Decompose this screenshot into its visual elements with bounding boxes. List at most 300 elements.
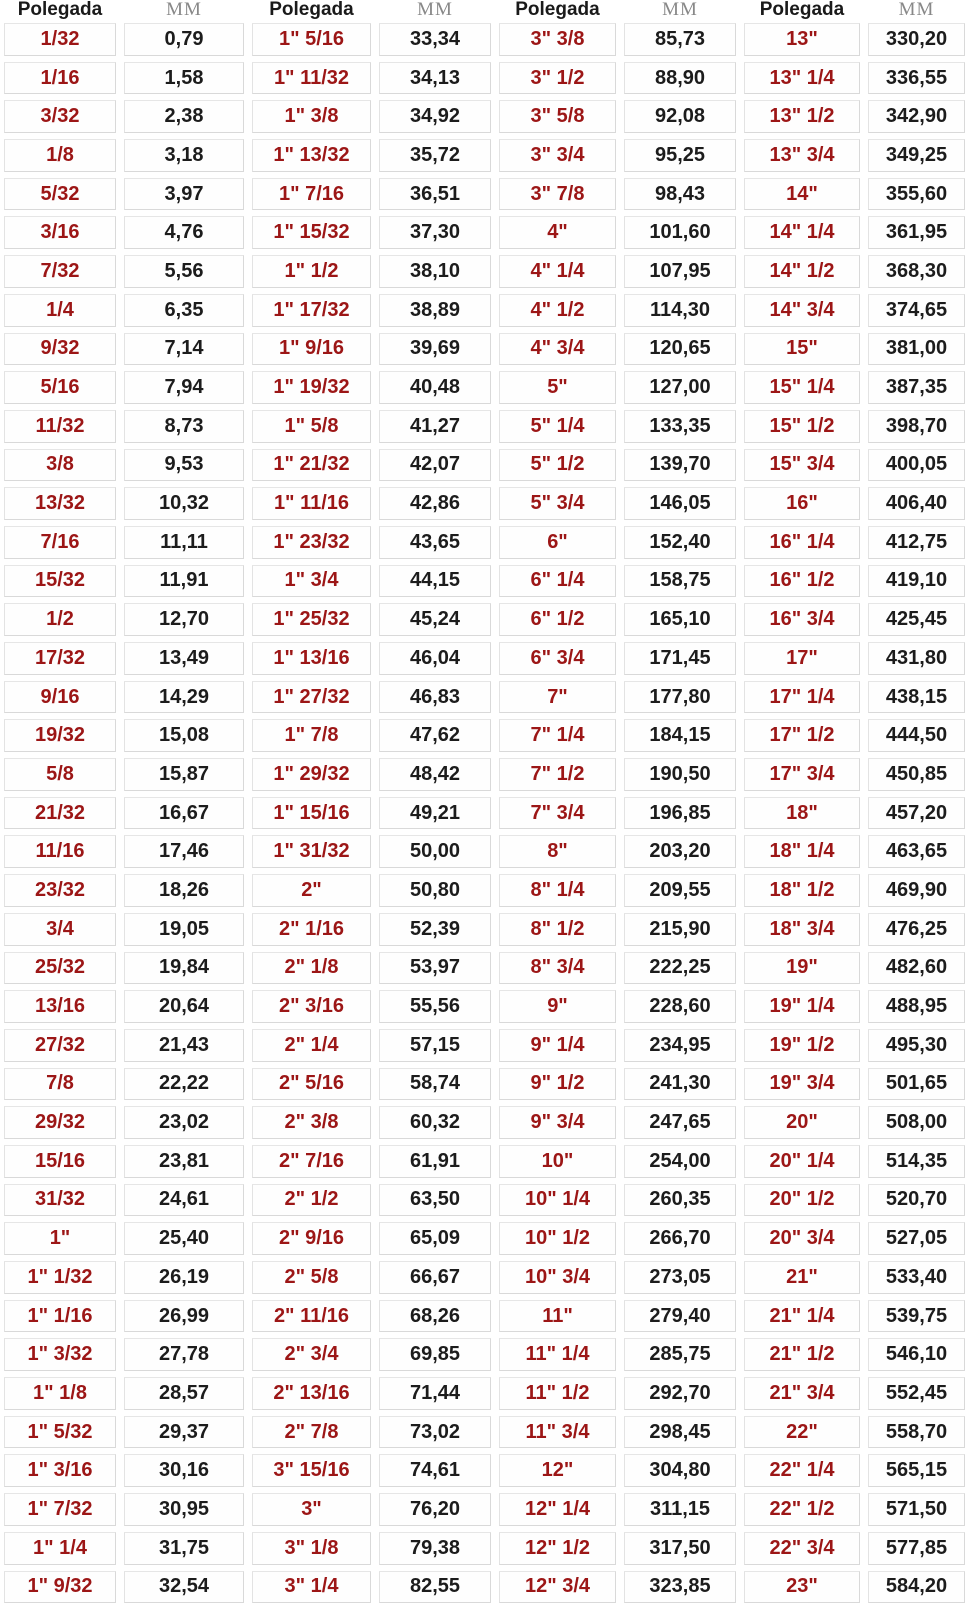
mm-value: 463,65 <box>868 835 965 868</box>
mm-value: 215,90 <box>624 913 736 946</box>
inch-cell <box>740 832 864 871</box>
mm-value: 177,80 <box>624 681 736 714</box>
inch-value: 14" <box>744 178 860 211</box>
inch-value: 18" 1/4 <box>744 835 860 868</box>
mm-value: 53,97 <box>379 952 491 985</box>
inch-value: 11/32 <box>4 410 116 443</box>
inch-cell <box>495 330 620 369</box>
mm-cell <box>120 20 248 59</box>
inch-cell <box>248 213 375 252</box>
mm-cell <box>375 1374 495 1413</box>
inch-value: 2" 1/16 <box>252 913 371 946</box>
mm-cell <box>375 1297 495 1336</box>
inch-value: 22" <box>744 1416 860 1449</box>
mm-value: 298,45 <box>624 1416 736 1449</box>
mm-cell <box>864 987 969 1026</box>
inch-value: 1" 11/16 <box>252 487 371 520</box>
mm-cell <box>375 794 495 833</box>
mm-value: 52,39 <box>379 913 491 946</box>
mm-value: 30,16 <box>124 1454 244 1487</box>
mm-cell <box>620 175 740 214</box>
mm-value: 50,80 <box>379 874 491 907</box>
inch-value: 1" 27/32 <box>252 681 371 714</box>
inch-value: 2" 7/16 <box>252 1145 371 1178</box>
mm-value: 400,05 <box>868 449 965 482</box>
mm-value: 66,67 <box>379 1261 491 1294</box>
inch-value: 1" 29/32 <box>252 758 371 791</box>
mm-cell <box>620 213 740 252</box>
mm-cell <box>864 20 969 59</box>
mm-value: 19,05 <box>124 913 244 946</box>
inch-value: 1/4 <box>4 294 116 327</box>
mm-value: 12,70 <box>124 603 244 636</box>
mm-value: 381,00 <box>868 333 965 366</box>
mm-cell <box>864 1219 969 1258</box>
mm-value: 47,62 <box>379 719 491 752</box>
inch-value: 5/32 <box>4 178 116 211</box>
inch-cell <box>0 330 120 369</box>
mm-cell <box>620 562 740 601</box>
mm-cell <box>864 794 969 833</box>
inch-value: 1" 1/4 <box>4 1532 116 1565</box>
inch-value: 9/16 <box>4 681 116 714</box>
inch-cell <box>740 1219 864 1258</box>
inch-value: 21" 1/2 <box>744 1338 860 1371</box>
inch-value: 13" 1/2 <box>744 100 860 133</box>
inch-cell <box>248 678 375 717</box>
mm-cell <box>120 175 248 214</box>
mm-cell <box>120 136 248 175</box>
mm-cell <box>120 987 248 1026</box>
inch-value: 15/16 <box>4 1145 116 1178</box>
inch-cell <box>495 949 620 988</box>
mm-value: 29,37 <box>124 1416 244 1449</box>
mm-cell <box>620 1103 740 1142</box>
inch-value: 1" 31/32 <box>252 835 371 868</box>
mm-cell <box>620 1490 740 1529</box>
inch-value: 9/32 <box>4 333 116 366</box>
mm-cell <box>375 291 495 330</box>
inch-cell <box>248 910 375 949</box>
inch-cell <box>0 639 120 678</box>
inch-cell <box>0 136 120 175</box>
mm-value: 35,72 <box>379 139 491 172</box>
inch-cell <box>248 291 375 330</box>
mm-cell <box>620 20 740 59</box>
inch-cell <box>248 368 375 407</box>
mm-cell <box>120 368 248 407</box>
mm-cell <box>864 1026 969 1065</box>
header-inch-label: Polegada <box>0 0 120 20</box>
inch-cell <box>740 330 864 369</box>
inch-cell <box>248 1297 375 1336</box>
mm-value: 28,57 <box>124 1377 244 1410</box>
inch-cell <box>248 523 375 562</box>
mm-cell <box>120 1219 248 1258</box>
mm-cell <box>375 252 495 291</box>
mm-value: 69,85 <box>379 1338 491 1371</box>
mm-cell <box>864 407 969 446</box>
inch-cell <box>740 1065 864 1104</box>
mm-value: 16,67 <box>124 797 244 830</box>
inch-cell <box>248 1103 375 1142</box>
inch-value: 1/8 <box>4 139 116 172</box>
mm-value: 40,48 <box>379 371 491 404</box>
inch-value: 6" 1/2 <box>499 603 616 636</box>
mm-cell <box>620 368 740 407</box>
mm-value: 222,25 <box>624 952 736 985</box>
mm-value: 406,40 <box>868 487 965 520</box>
mm-value: 42,86 <box>379 487 491 520</box>
mm-cell <box>120 407 248 446</box>
inch-cell <box>495 1103 620 1142</box>
inch-value: 1" 1/16 <box>4 1300 116 1333</box>
inch-cell <box>0 523 120 562</box>
mm-value: 11,91 <box>124 565 244 598</box>
mm-cell <box>620 755 740 794</box>
inch-cell <box>248 716 375 755</box>
mm-cell <box>864 639 969 678</box>
inch-value: 1" <box>4 1222 116 1255</box>
mm-value: 120,65 <box>624 333 736 366</box>
inch-value: 3" 3/8 <box>499 23 616 56</box>
inch-cell <box>740 755 864 794</box>
mm-value: 95,25 <box>624 139 736 172</box>
mm-cell <box>120 871 248 910</box>
inch-value: 29/32 <box>4 1106 116 1139</box>
mm-cell <box>375 136 495 175</box>
mm-value: 133,35 <box>624 410 736 443</box>
mm-value: 23,02 <box>124 1106 244 1139</box>
mm-cell <box>375 1529 495 1568</box>
mm-cell <box>375 1258 495 1297</box>
mm-value: 34,13 <box>379 62 491 95</box>
inch-value: 18" 3/4 <box>744 913 860 946</box>
mm-value: 25,40 <box>124 1222 244 1255</box>
inch-cell <box>495 213 620 252</box>
inch-cell <box>0 1413 120 1452</box>
inch-value: 5/16 <box>4 371 116 404</box>
inch-cell <box>740 1529 864 1568</box>
mm-cell <box>864 1258 969 1297</box>
header-inch-label: Polegada <box>495 0 620 20</box>
inch-value: 21" 1/4 <box>744 1300 860 1333</box>
mm-cell <box>120 1181 248 1220</box>
mm-value: 5,56 <box>124 255 244 288</box>
mm-cell <box>375 20 495 59</box>
inch-value: 1" 1/32 <box>4 1261 116 1294</box>
inch-value: 12" 1/2 <box>499 1532 616 1565</box>
inch-cell <box>248 1529 375 1568</box>
inch-cell <box>0 1026 120 1065</box>
mm-value: 85,73 <box>624 23 736 56</box>
inch-cell <box>495 97 620 136</box>
inch-cell <box>0 678 120 717</box>
mm-cell <box>120 484 248 523</box>
mm-cell <box>120 1568 248 1607</box>
mm-cell <box>864 136 969 175</box>
mm-value: 527,05 <box>868 1222 965 1255</box>
mm-cell <box>864 446 969 485</box>
inch-value: 2" 3/4 <box>252 1338 371 1371</box>
inch-value: 3/4 <box>4 913 116 946</box>
inch-cell <box>495 910 620 949</box>
mm-value: 165,10 <box>624 603 736 636</box>
inch-cell <box>740 1374 864 1413</box>
mm-cell <box>120 1103 248 1142</box>
mm-value: 45,24 <box>379 603 491 636</box>
inch-cell <box>740 871 864 910</box>
inch-value: 19" 1/2 <box>744 1029 860 1062</box>
mm-value: 152,40 <box>624 526 736 559</box>
mm-cell <box>620 1529 740 1568</box>
mm-cell <box>375 832 495 871</box>
mm-cell <box>120 97 248 136</box>
mm-cell <box>620 794 740 833</box>
inch-value: 5/8 <box>4 758 116 791</box>
mm-cell <box>864 755 969 794</box>
mm-cell <box>620 639 740 678</box>
inch-cell <box>0 252 120 291</box>
mm-value: 488,95 <box>868 990 965 1023</box>
mm-cell <box>620 1258 740 1297</box>
inch-value: 5" 1/2 <box>499 449 616 482</box>
mm-value: 60,32 <box>379 1106 491 1139</box>
inch-value: 17" 1/4 <box>744 681 860 714</box>
inch-value: 1" 25/32 <box>252 603 371 636</box>
mm-value: 42,07 <box>379 449 491 482</box>
inch-value: 16" 3/4 <box>744 603 860 636</box>
inch-cell <box>248 1413 375 1452</box>
mm-value: 33,34 <box>379 23 491 56</box>
inch-value: 3" 1/4 <box>252 1571 371 1604</box>
inch-value: 1" 15/16 <box>252 797 371 830</box>
inch-cell <box>495 987 620 1026</box>
mm-cell <box>864 949 969 988</box>
inch-cell <box>0 1490 120 1529</box>
inch-value: 3" 7/8 <box>499 178 616 211</box>
inch-cell <box>495 252 620 291</box>
inch-value: 14" 1/4 <box>744 216 860 249</box>
mm-cell <box>375 1103 495 1142</box>
mm-value: 317,50 <box>624 1532 736 1565</box>
mm-value: 44,15 <box>379 565 491 598</box>
mm-value: 13,49 <box>124 642 244 675</box>
inch-cell <box>0 949 120 988</box>
mm-cell <box>864 871 969 910</box>
inch-cell <box>248 1258 375 1297</box>
inch-value: 9" <box>499 990 616 1023</box>
mm-cell <box>620 446 740 485</box>
inch-value: 8" <box>499 835 616 868</box>
mm-cell <box>864 1335 969 1374</box>
mm-cell <box>620 291 740 330</box>
mm-value: 74,61 <box>379 1454 491 1487</box>
inch-value: 10" 1/2 <box>499 1222 616 1255</box>
inch-value: 8" 1/4 <box>499 874 616 907</box>
mm-value: 114,30 <box>624 294 736 327</box>
mm-cell <box>864 330 969 369</box>
inch-cell <box>0 832 120 871</box>
mm-cell <box>120 1413 248 1452</box>
inch-value: 11" 3/4 <box>499 1416 616 1449</box>
inch-cell <box>0 291 120 330</box>
mm-cell <box>864 1103 969 1142</box>
mm-value: 361,95 <box>868 216 965 249</box>
inch-value: 10" <box>499 1145 616 1178</box>
inch-value: 23" <box>744 1571 860 1604</box>
mm-cell <box>120 252 248 291</box>
mm-value: 2,38 <box>124 100 244 133</box>
mm-value: 49,21 <box>379 797 491 830</box>
mm-value: 23,81 <box>124 1145 244 1178</box>
mm-value: 558,70 <box>868 1416 965 1449</box>
mm-cell <box>620 678 740 717</box>
inch-cell <box>495 1413 620 1452</box>
mm-cell <box>375 175 495 214</box>
mm-value: 552,45 <box>868 1377 965 1410</box>
inch-cell <box>248 175 375 214</box>
inch-value: 17/32 <box>4 642 116 675</box>
mm-cell <box>375 639 495 678</box>
mm-cell <box>864 175 969 214</box>
mm-value: 539,75 <box>868 1300 965 1333</box>
mm-value: 26,99 <box>124 1300 244 1333</box>
mm-value: 15,87 <box>124 758 244 791</box>
mm-cell <box>120 562 248 601</box>
mm-cell <box>620 1181 740 1220</box>
inch-value: 1" 9/32 <box>4 1571 116 1604</box>
inch-value: 11" 1/4 <box>499 1338 616 1371</box>
inch-cell <box>740 136 864 175</box>
inch-cell <box>248 252 375 291</box>
inch-cell <box>495 1142 620 1181</box>
inch-cell <box>495 678 620 717</box>
mm-cell <box>120 59 248 98</box>
mm-value: 61,91 <box>379 1145 491 1178</box>
inch-value: 2" 3/16 <box>252 990 371 1023</box>
mm-cell <box>120 1297 248 1336</box>
inch-value: 15" 1/4 <box>744 371 860 404</box>
header-mm-label: MM <box>620 0 740 20</box>
mm-cell <box>375 1181 495 1220</box>
mm-value: 41,27 <box>379 410 491 443</box>
mm-cell <box>375 213 495 252</box>
inch-value: 7" 1/4 <box>499 719 616 752</box>
inch-value: 13" 3/4 <box>744 139 860 172</box>
inch-value: 4" <box>499 216 616 249</box>
mm-value: 55,56 <box>379 990 491 1023</box>
mm-cell <box>864 832 969 871</box>
inch-cell <box>495 716 620 755</box>
mm-cell <box>864 600 969 639</box>
inch-value: 3" 1/8 <box>252 1532 371 1565</box>
inch-cell <box>248 600 375 639</box>
inch-value: 8" 3/4 <box>499 952 616 985</box>
mm-cell <box>620 136 740 175</box>
mm-value: 43,65 <box>379 526 491 559</box>
inch-cell <box>248 1335 375 1374</box>
inch-cell <box>495 1258 620 1297</box>
mm-value: 15,08 <box>124 719 244 752</box>
inch-value: 16" 1/2 <box>744 565 860 598</box>
mm-value: 39,69 <box>379 333 491 366</box>
mm-value: 584,20 <box>868 1571 965 1604</box>
mm-cell <box>864 252 969 291</box>
mm-cell <box>864 1413 969 1452</box>
mm-cell <box>620 252 740 291</box>
header-mm-label: MM <box>375 0 495 20</box>
inch-cell <box>248 1451 375 1490</box>
inch-cell <box>740 59 864 98</box>
mm-value: 482,60 <box>868 952 965 985</box>
mm-cell <box>620 1297 740 1336</box>
mm-cell <box>375 484 495 523</box>
mm-cell <box>620 871 740 910</box>
inch-value: 1" 5/16 <box>252 23 371 56</box>
mm-value: 228,60 <box>624 990 736 1023</box>
mm-cell <box>620 1335 740 1374</box>
inch-value: 14" 3/4 <box>744 294 860 327</box>
mm-value: 38,10 <box>379 255 491 288</box>
inch-value: 2" 1/4 <box>252 1029 371 1062</box>
mm-value: 6,35 <box>124 294 244 327</box>
inch-value: 7" <box>499 681 616 714</box>
inch-cell <box>248 136 375 175</box>
inch-cell <box>248 407 375 446</box>
inch-cell <box>495 175 620 214</box>
mm-value: 82,55 <box>379 1571 491 1604</box>
mm-value: 514,35 <box>868 1145 965 1178</box>
mm-value: 457,20 <box>868 797 965 830</box>
inch-value: 19" 3/4 <box>744 1068 860 1101</box>
mm-value: 79,38 <box>379 1532 491 1565</box>
inch-value: 1" 7/16 <box>252 178 371 211</box>
inch-cell <box>740 716 864 755</box>
mm-cell <box>120 291 248 330</box>
mm-value: 342,90 <box>868 100 965 133</box>
mm-cell <box>120 1065 248 1104</box>
inch-value: 7/16 <box>4 526 116 559</box>
mm-value: 323,85 <box>624 1571 736 1604</box>
mm-value: 546,10 <box>868 1338 965 1371</box>
mm-cell <box>375 716 495 755</box>
inch-value: 1" 19/32 <box>252 371 371 404</box>
inch-value: 1/32 <box>4 23 116 56</box>
inch-value: 4" 1/2 <box>499 294 616 327</box>
inch-cell <box>740 678 864 717</box>
mm-cell <box>375 1490 495 1529</box>
inch-value: 13/32 <box>4 487 116 520</box>
inch-cell <box>0 794 120 833</box>
mm-value: 65,09 <box>379 1222 491 1255</box>
mm-cell <box>620 1568 740 1607</box>
inch-value: 7/8 <box>4 1068 116 1101</box>
inch-cell <box>0 484 120 523</box>
inch-cell <box>495 600 620 639</box>
mm-cell <box>375 1451 495 1490</box>
mm-value: 98,43 <box>624 178 736 211</box>
inch-cell <box>248 1026 375 1065</box>
mm-cell <box>864 1490 969 1529</box>
mm-cell <box>120 1142 248 1181</box>
inch-value: 1" 5/8 <box>252 410 371 443</box>
inch-value: 10" 1/4 <box>499 1184 616 1217</box>
inch-value: 2" 5/16 <box>252 1068 371 1101</box>
inch-cell <box>0 97 120 136</box>
mm-cell <box>864 1065 969 1104</box>
inch-cell <box>740 1142 864 1181</box>
